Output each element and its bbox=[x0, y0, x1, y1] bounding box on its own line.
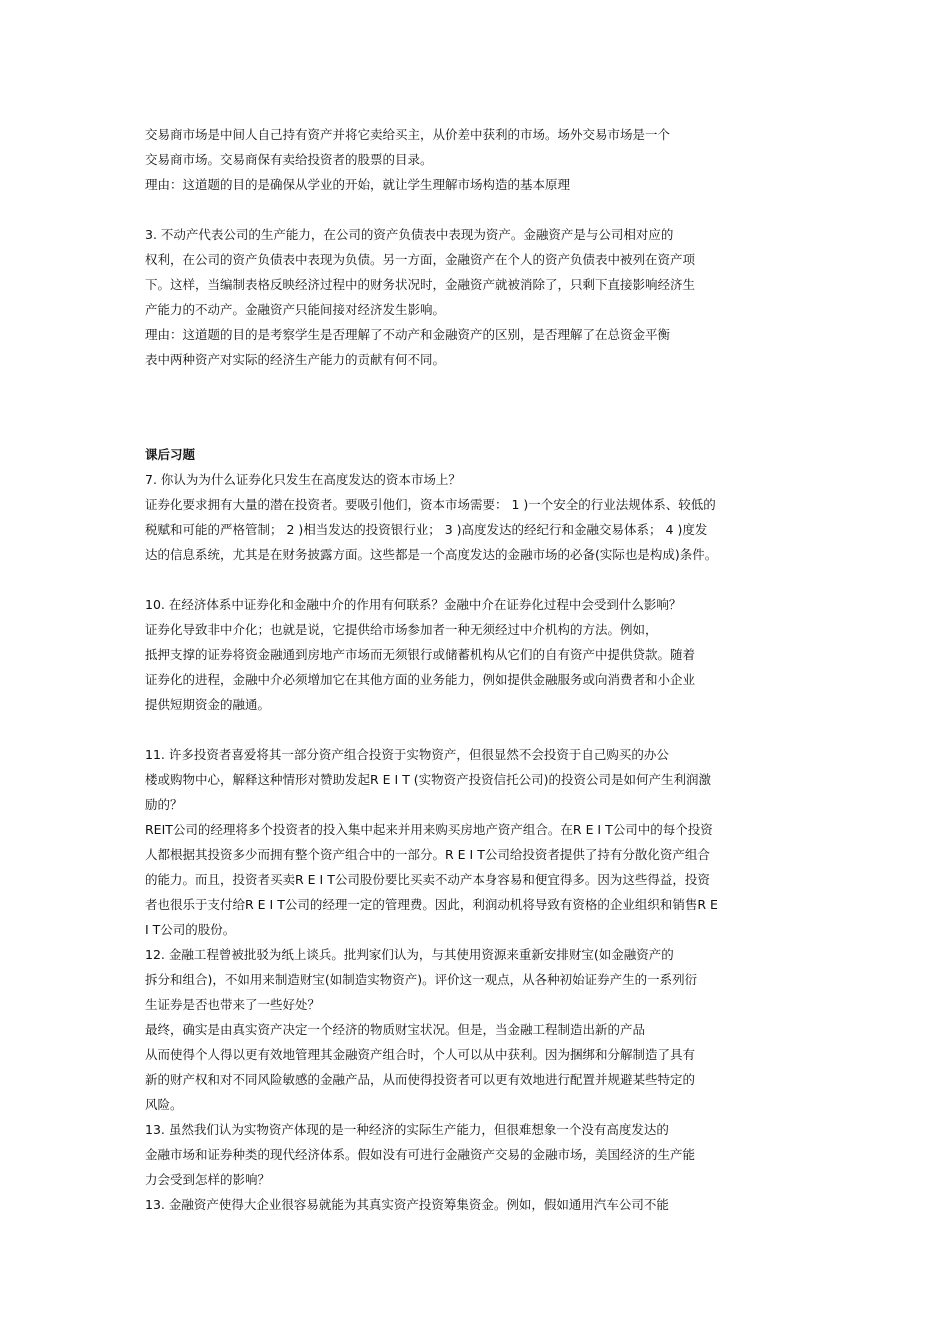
text-line: I T公司的股份。 bbox=[145, 922, 236, 937]
text-line: 人都根据其投资多少而拥有整个资产组合中的一部分。R E I T公司给投资者提供了持有分散化资产组合 bbox=[145, 847, 710, 862]
text-line: 者也很乐于支付给R E I T公司的经理一定的管理费。因此，利润动机将导致有资格的企业组织和销售R E bbox=[145, 897, 718, 912]
text-line: 力会受到怎样的影响？ bbox=[145, 1172, 271, 1187]
text-line: 12. 金融工程曾被批驳为纸上谈兵。批判家们认为，与其使用资源来重新安排财宝(如金融资产的 bbox=[145, 947, 674, 962]
text-line: 税赋和可能的严格管制； 2 )相当发达的投资银行业； 3 )高度发达的经纪行和金融交易体系； 4 )度发 bbox=[145, 522, 708, 537]
section-heading: 课后习题 bbox=[145, 447, 196, 462]
text-line: 抵押支撑的证券将资金融通到房地产市场而无须银行或储蓄机构从它们的自有资产中提供贷款。随着 bbox=[145, 647, 696, 662]
text-line: 13. 虽然我们认为实物资产体现的是一种经济的实际生产能力，但很难想象一个没有高度发达的 bbox=[145, 1122, 669, 1137]
text-line: 的能力。而且，投资者买卖R E I T公司股份要比买卖不动产本身容易和便宜得多。因为这些得益，投资 bbox=[145, 872, 710, 887]
text-line: 达的信息系统，尤其是在财务披露方面。这些都是一个高度发达的金融市场的必备(实际也是构成)条件。 bbox=[145, 547, 718, 562]
text-line: 拆分和组合)，不如用来制造财宝(如制造实物资产)。评价这一观点，从各种初始证券产生的一系列衍 bbox=[145, 972, 698, 987]
text-line: 3. 不动产代表公司的生产能力，在公司的资产负债表中表现为资产。金融资产是与公司相对应的 bbox=[145, 227, 674, 242]
question-7-paragraph bbox=[145, 467, 817, 567]
text-line: 理由：这道题的目的是确保从学业的开始，就让学生理解市场构造的基本原理 bbox=[145, 177, 571, 192]
text-line: 理由：这道题的目的是考察学生是否理解了不动产和金融资产的区别，是否理解了在总资金平衡 bbox=[145, 327, 671, 342]
text-line: 表中两种资产对实际的经济生产能力的贡献有何不同。 bbox=[145, 352, 446, 367]
questions-11-13-paragraph bbox=[145, 742, 817, 1217]
text-line: 证券化要求拥有大量的潜在投资者。要吸引他们，资本市场需要： 1 )一个安全的行业法规体系、较低的 bbox=[145, 497, 716, 512]
text-line: 13. 金融资产使得大企业很容易就能为其真实资产投资筹集资金。例如，假如通用汽车公司不能 bbox=[145, 1197, 669, 1212]
text-line: 从而使得个人得以更有效地管理其金融资产组合时，个人可以从中获利。因为捆绑和分解制造了具有 bbox=[145, 1047, 696, 1062]
text-line: 提供短期资金的融通。 bbox=[145, 697, 271, 712]
text-line: 下。这样，当编制表格反映经济过程中的财务状况时，金融资产就被消除了，只剩下直接影响经济生 bbox=[145, 277, 696, 292]
text-line: 权利，在公司的资产负债表中表现为负债。另一方面，金融资产在个人的资产负债表中被列在资产项 bbox=[145, 252, 696, 267]
text-line: 交易商市场是中间人自己持有资产并将它卖给买主，从价差中获利的市场。场外交易市场是一个 bbox=[145, 127, 671, 142]
text-line: 金融市场和证券种类的现代经济体系。假如没有可进行金融资产交易的金融市场，美国经济的生产能 bbox=[145, 1147, 696, 1162]
text-line: 生证券是否也带来了一些好处？ bbox=[145, 997, 321, 1012]
text-line: 10. 在经济体系中证券化和金融中介的作用有何联系？金融中介在证券化过程中会受到什么影响？ bbox=[145, 597, 682, 612]
text-line: REIT公司的经理将多个投资者的投入集中起来并用来购买房地产资产组合。在R E I T公司中的每个投资 bbox=[145, 822, 713, 837]
text-line: 证券化导致非中介化；也就是说，它提供给市场参加者一种无须经过中介机构的方法。例如， bbox=[145, 622, 658, 637]
question-3-paragraph bbox=[145, 222, 817, 372]
question-10-paragraph bbox=[145, 592, 817, 717]
text-line: 交易商市场。交易商保有卖给投资者的股票的目录。 bbox=[145, 152, 433, 167]
document-body bbox=[145, 122, 817, 1217]
text-line: 楼或购物中心，解释这种情形对赞助发起R E I T (实物资产投资信托公司)的投资公司是如何产生利润激 bbox=[145, 772, 712, 787]
text-line: 最终，确实是由真实资产决定一个经济的物质财宝状况。但是，当金融工程制造出新的产品 bbox=[145, 1022, 646, 1037]
text-line: 产能力的不动产。金融资产只能间接对经济发生影响。 bbox=[145, 302, 446, 317]
text-line: 励的？ bbox=[145, 797, 183, 812]
text-line: 11. 许多投资者喜爱将其一部分资产组合投资于实物资产，但很显然不会投资于自己购买的办公 bbox=[145, 747, 669, 762]
text-line: 风险。 bbox=[145, 1097, 183, 1112]
intro-paragraph bbox=[145, 122, 817, 197]
text-line: 7. 你认为为什么证券化只发生在高度发达的资本市场上？ bbox=[145, 472, 461, 487]
text-line: 证券化的进程，金融中介必须增加它在其他方面的业务能力，例如提供金融服务或向消费者和小企业 bbox=[145, 672, 696, 687]
text-line: 新的财产权和对不同风险敏感的金融产品，从而使得投资者可以更有效地进行配置并规避某些特定的 bbox=[145, 1072, 696, 1087]
